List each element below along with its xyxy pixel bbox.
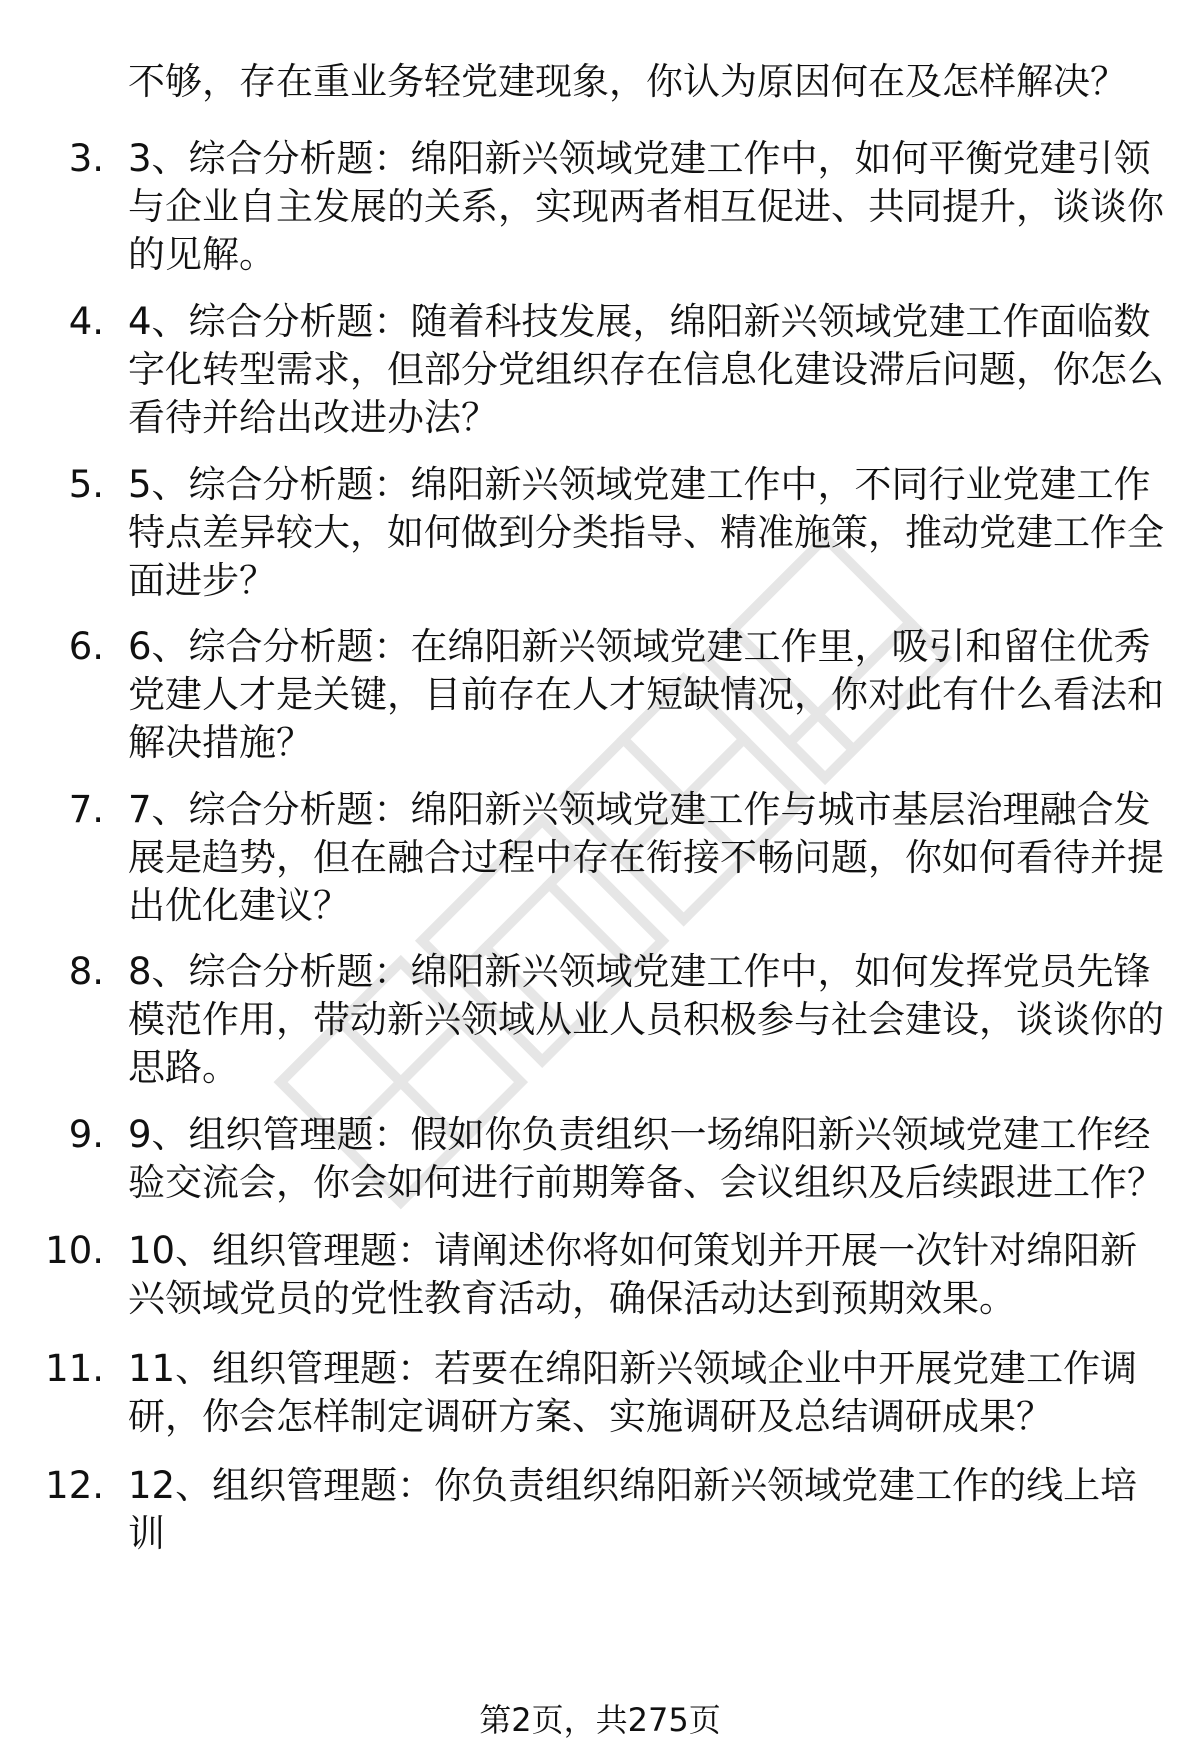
item-number: 6.	[68, 625, 104, 668]
question-text: 8、综合分析题：绵阳新兴领域党建工作中，如何发挥党员先锋模范作用，带动新兴领域从业人员积极参与社会建设，谈谈你的思路。	[128, 950, 1164, 1089]
question-text: 10、组织管理题：请阐述你将如何策划并开展一次针对绵阳新兴领域党员的党性教育活动，确保活动达到预期效果。	[128, 1229, 1138, 1320]
continued-question-text: 不够，存在重业务轻党建现象，你认为原因何在及怎样解决？	[128, 60, 1127, 103]
page-footer: 第2页，共275页	[479, 1701, 721, 1739]
question-text: 4、综合分析题：随着科技发展，绵阳新兴领域党建工作面临数字化转型需求，但部分党组织存在信息化建设滞后问题，你怎么看待并给出改进办法？	[128, 300, 1164, 439]
item-number: 8.	[68, 950, 104, 993]
item-number: 5.	[68, 463, 104, 506]
item-number: 12.	[45, 1464, 104, 1507]
item-number: 4.	[68, 300, 104, 343]
question-text: 6、综合分析题：在绵阳新兴领域党建工作里，吸引和留住优秀党建人才是关键，目前存在人才短缺情况，你对此有什么看法和解决措施？	[128, 625, 1164, 764]
item-number: 9.	[68, 1113, 104, 1156]
question-text: 7、综合分析题：绵阳新兴领域党建工作与城市基层治理融合发展是趋势，但在融合过程中存在衔接不畅问题，你如何看待并提出优化建议？	[128, 788, 1164, 927]
item-number: 10.	[45, 1229, 104, 1272]
item-number: 11.	[45, 1347, 104, 1390]
item-number: 3.	[68, 137, 104, 180]
question-text: 12、组织管理题：你负责组织绵阳新兴领域党建工作的线上培训	[128, 1464, 1138, 1555]
item-number: 7.	[68, 788, 104, 831]
question-text: 3、综合分析题：绵阳新兴领域党建工作中，如何平衡党建引领与企业自主发展的关系，实现两者相互促进、共同提升，谈谈你的见解。	[128, 137, 1164, 276]
question-text: 9、组织管理题：假如你负责组织一场绵阳新兴领域党建工作经验交流会，你会如何进行前期筹备、会议组织及后续跟进工作？	[128, 1113, 1164, 1204]
question-text: 11、组织管理题：若要在绵阳新兴领域企业中开展党建工作调研，你会怎样制定调研方案、实施调研及总结调研成果？	[128, 1347, 1138, 1438]
question-text: 5、综合分析题：绵阳新兴领域党建工作中，不同行业党建工作特点差异较大，如何做到分类指导、精准施策，推动党建工作全面进步？	[128, 463, 1164, 602]
